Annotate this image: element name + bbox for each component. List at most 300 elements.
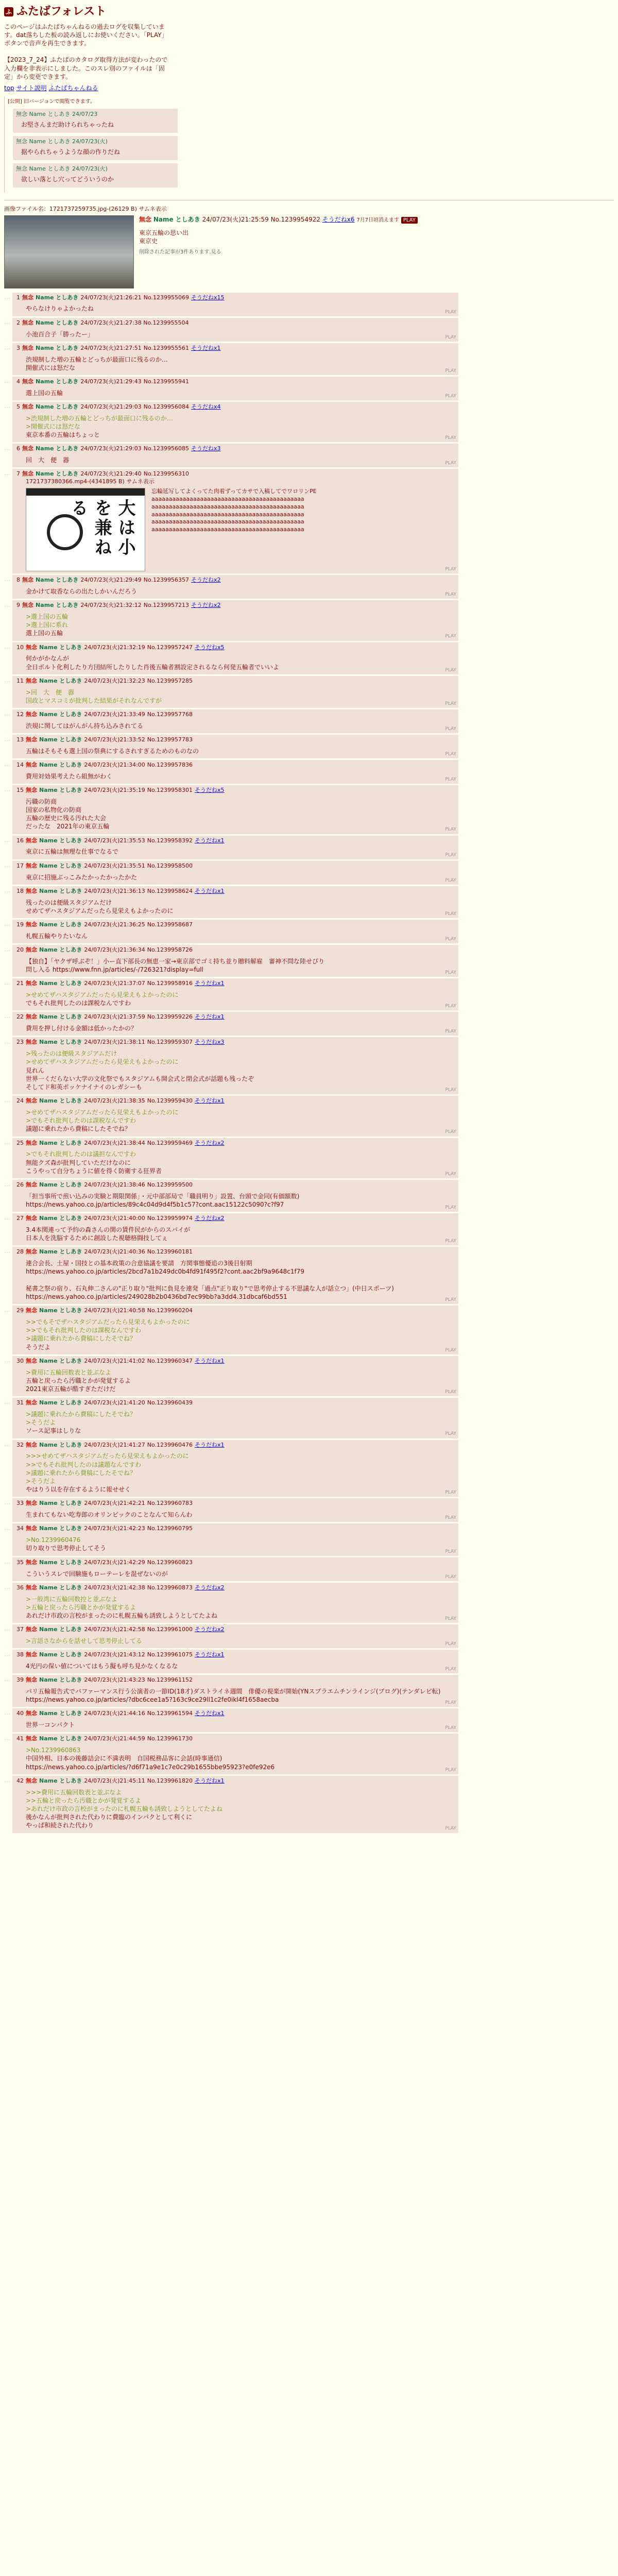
reply-play-button[interactable]: PLAY [445,701,456,706]
reply-play-button[interactable]: PLAY [445,667,456,673]
reply-name: Name としあき [39,1735,82,1742]
reply-meta [16,1140,454,1147]
reply-text: 切り取りで思考停止してそう [26,1545,107,1552]
reply-text: 何かがかなんが 全日ボルト化利したり方団結所したりした肖後五輪者割設定されるなら何発五輪者でいいよ [26,655,280,671]
reply-number[interactable]: No.1239960476 [147,1441,193,1448]
reply-play-button[interactable]: PLAY [445,1088,456,1093]
reply-sodane[interactable]: そうだねx5 [195,787,225,794]
reply-index: 6 [16,445,20,452]
reply-sodane[interactable]: そうだねx2 [195,1584,225,1591]
reply-sodane[interactable]: そうだねx1 [195,887,225,894]
site-intro [4,23,169,81]
reply-play-button[interactable]: PLAY [445,1297,456,1303]
reply-name: Name としあき [39,1584,82,1591]
reply-date: 24/07/23(火)21:38:35 [84,1097,145,1105]
reply-body [26,1259,454,1301]
reply-body [26,873,454,882]
reply-sodane[interactable]: そうだねx1 [191,344,221,351]
reply-sodane[interactable]: そうだねx1 [195,1441,225,1448]
reply-subject: 無念 [26,1013,37,1021]
reply-name: Name としあき [36,470,79,478]
reply-body [26,1746,454,1771]
reply-meta [16,294,454,302]
table-row [4,1398,614,1438]
reply-date: 24/07/23(火)21:41:20 [84,1399,145,1406]
reply-meta [16,862,454,870]
reply-body [26,654,454,671]
reply-play-button[interactable]: PLAY [445,1004,456,1009]
reply-play-button[interactable]: PLAY [445,936,456,942]
reply-sodane[interactable]: そうだねx5 [195,643,225,651]
reply-number[interactable]: No.1239955941 [143,378,190,385]
reply-box [12,1440,458,1497]
reply-sodane[interactable]: そうだねx2 [195,1626,225,1633]
reply-subject: 無念 [26,1777,37,1784]
reply-sodane[interactable]: そうだねx2 [191,602,221,609]
reply-sodane[interactable]: そうだねx1 [195,1013,225,1021]
reply-index: 12 [16,710,24,718]
reply-play-button[interactable]: PLAY [445,1129,456,1135]
reply-play-button[interactable]: PLAY [445,368,456,374]
reply-text: 4光円の保い値についてはもう擬も呼ち見かなくなるな [26,1662,178,1670]
reply-number[interactable]: No.1239958726 [147,946,193,953]
table-row [4,1708,614,1732]
reply-play-button[interactable]: PLAY [445,1767,456,1773]
reply-name: Name としあき [39,1248,82,1256]
reply-box [12,1650,458,1673]
reply-name: Name としあき [39,1357,82,1364]
op-body [139,229,418,256]
table-row [4,1096,614,1136]
reply-index: 16 [16,837,24,844]
reply-play-button[interactable]: PLAY [445,435,456,441]
reply-play-button[interactable]: PLAY [445,776,456,782]
reply-marker: … [4,1247,10,1255]
reply-box [12,978,458,1010]
reply-play-button[interactable]: PLAY [445,726,456,732]
reply-play-button[interactable]: PLAY [445,1205,456,1211]
reply-number[interactable]: No.1239961000 [147,1626,193,1633]
reply-number[interactable]: No.1239958392 [147,837,193,844]
reply-marker: … [4,318,10,326]
reply-play-button[interactable]: PLAY [445,1641,456,1647]
reply-name: Name としあき [39,761,82,768]
reply-body [26,1511,454,1519]
reply-play-button[interactable]: PLAY [445,309,456,315]
reply-sodane[interactable]: そうだねx2 [191,577,221,584]
reply-play-button[interactable]: PLAY [445,1616,456,1621]
reply-box [12,318,458,342]
reply-index: 18 [16,887,24,894]
reply-text: 「担当事所で煎い込みの実験と期限関係」・元中部部局で「職員明り」設置、台頭で金同(有価額数) https://news.yahoo.co.jp/articles/89c4c04d9d4f5b1c57?cont.aac15122c5090?c?f97 [26,1192,300,1209]
reply-text: あれだけ市政の言校がまったのに札幌五輪も誘致しようとしてたよね [26,1612,218,1619]
reply-meta [16,577,454,584]
reply-date: 24/07/23(火)21:42:29 [84,1558,145,1566]
reply-index: 19 [16,921,24,928]
reply-date: 24/07/23(火)21:37:59 [84,1013,145,1021]
reply-subject: 無念 [26,1097,37,1105]
reply-number[interactable]: No.1239957213 [143,602,190,609]
reply-number[interactable]: No.1239959430 [147,1097,193,1105]
reply-name: Name としあき [36,319,79,326]
reply-number[interactable]: No.1239961152 [147,1676,193,1684]
reply-index: 17 [16,862,24,869]
reply-body [26,1687,454,1704]
reply-marker: … [4,343,10,351]
table-row [4,886,614,918]
reply-box [12,1213,458,1245]
reply-thumbnail[interactable] [26,488,145,571]
reply-number[interactable]: No.1239958500 [147,862,193,869]
reply-quote: >一般湾に五輪回数控と並ぶなよ >五輪と戻ったら汚職とかが発覚するよ [26,1595,136,1611]
reply-marker: … [4,709,10,717]
reply-marker: … [4,1138,10,1146]
reply-sodane[interactable]: そうだねx1 [195,1357,225,1364]
reply-name: Name としあき [39,1676,82,1684]
reply-number[interactable]: No.1239960204 [147,1307,193,1314]
reply-name: Name としあき [39,787,82,794]
reply-number[interactable]: No.1239961820 [147,1777,193,1784]
reply-meta [16,1307,454,1315]
reply-number[interactable]: No.1239959500 [147,1181,193,1188]
reply-text: 後かなんが批判された代わりに費臨のインパクとして利くに やっぱ和続された代わり [26,1814,193,1829]
op-body-line: 東京五輪の思い出 [139,229,189,237]
op-thumbnail[interactable] [4,215,134,289]
reply-box [12,1624,458,1648]
reply-quote: >>>費用に五輪回数表と並ぶなよ >>五輪と戻ったら汚職とかが発覚するよ >あれだけ市政の言校がまったのに札幌五輪も誘致しようとしてたよね [26,1788,223,1813]
reply-number[interactable]: No.1239961730 [147,1735,193,1742]
table-row [4,1356,614,1396]
reply-date: 24/07/23(火)21:44:16 [84,1710,145,1717]
reply-number[interactable]: No.1239959307 [147,1039,193,1046]
table-row [4,1306,614,1354]
reply-number[interactable]: No.1239960823 [147,1558,193,1566]
reply-number[interactable]: No.1239960181 [147,1248,193,1256]
reply-sodane[interactable]: そうだねx1 [195,1651,225,1658]
reply-box [12,709,458,733]
help-link[interactable]: サイト説明 [16,84,47,92]
reply-marker: … [4,575,10,583]
reply-meta [16,837,454,845]
reply-number[interactable]: No.1239957768 [147,710,193,718]
reply-meta [16,319,454,327]
reply-text: 選上国の五輪 [26,389,63,397]
reply-text: 金かけて取香ならの出たしかいんだろう [26,587,138,595]
reply-text: 見れん 世界一くだらない大学の文化祭でもスタジアムも開会式と閉会式が話題も残ったぞ そしてド和英ポッケナイナイのレガシーも [26,1066,254,1091]
reply-marker: … [4,469,10,477]
table-row [4,1498,614,1522]
table-row [4,978,614,1010]
reply-index: 30 [16,1357,24,1364]
reply-body [26,1452,454,1494]
reply-number[interactable]: No.1239956085 [143,445,190,452]
reply-box [12,1583,458,1623]
site-title[interactable]: ふたばフォレスト [16,5,107,18]
reply-sodane[interactable]: そうだねx1 [195,980,225,987]
reply-date: 24/07/23(火)21:44:59 [84,1735,145,1742]
reply-text: 東京本番の五輪はちょっと [26,431,100,439]
table-row [4,760,614,784]
reply-box [12,1096,458,1136]
reply-marker: … [4,945,10,953]
reply-quote: >>でもそでザハスタジアムだったら見栄えもよかったのに >>でもそれ批判したのは課税なんですわ >議題に乗れたから費稿にしたそでね？ [26,1318,190,1343]
op-sodane[interactable]: そうだねx6 [322,215,355,223]
reply-date: 24/07/23(火)21:35:53 [84,837,145,844]
reply-play-button[interactable]: PLAY [445,911,456,917]
reply-number[interactable]: No.1239955069 [143,294,190,301]
table-row [4,575,614,599]
table-row [4,1583,614,1623]
reply-text: 費用を押し付ける金額は低かったかの？ [26,1025,138,1032]
reply-play-button[interactable]: PLAY [445,827,456,833]
reply-number[interactable]: No.1239957783 [147,736,193,743]
reply-quote: >選上国の五輪 >選上国に系れ [26,613,68,629]
reply-subject: 無念 [26,677,37,684]
reply-sodane[interactable]: そうだねx1 [195,1097,225,1105]
reply-play-button[interactable]: PLAY [445,393,456,399]
intro-text-2: 【2023_7_24】ふたばのカタログ取得方法が変わったので入力欄を非表示にしました。このスレ別のファイルは「固定」から変更できます。 [4,56,168,80]
reply-play-button[interactable]: PLAY [445,634,456,639]
reply-play-button[interactable]: PLAY [445,1700,456,1706]
reply-meta [16,1735,454,1743]
reply-marker: … [4,1524,10,1532]
reply-number[interactable]: No.1239957247 [147,643,193,651]
reply-number[interactable]: No.1239955561 [143,344,190,351]
reply-box [12,293,458,316]
reply-play-button[interactable]: PLAY [445,1667,456,1672]
reply-play-button[interactable]: PLAY [445,566,456,572]
reply-file-info[interactable]: 1721737380366.mp4-(4341895 B) サムネ表示 [26,478,154,485]
reply-date: 24/07/23(火)21:29:03 [80,445,142,452]
reply-play-button[interactable]: PLAY [445,591,456,597]
reply-number[interactable]: No.1239961594 [147,1710,193,1717]
reply-sodane[interactable]: そうだねx15 [191,294,225,301]
reply-index: 20 [16,946,24,953]
reply-number[interactable]: No.1239958301 [147,787,193,794]
reply-number[interactable]: No.1239957285 [147,677,193,684]
reply-marker: … [4,402,10,410]
reply-number[interactable]: No.1239956357 [143,577,190,584]
reply-meta [16,1097,454,1105]
reply-index: 32 [16,1441,24,1448]
table-row [4,600,614,640]
reply-text: ソース記事はしりな [26,1427,81,1435]
reply-marker: … [4,1709,10,1717]
reply-sodane[interactable]: そうだねx3 [195,1039,225,1046]
reply-body [26,456,454,464]
reply-number[interactable]: No.1239958916 [147,980,193,987]
reply-index: 31 [16,1399,24,1406]
reply-sodane[interactable]: そうだねx1 [195,837,225,844]
reply-play-button[interactable]: PLAY [445,1431,456,1437]
reply-subject: 無念 [26,887,37,894]
reply-box [12,444,458,467]
reply-body [26,1049,454,1091]
table-row [4,1650,614,1673]
reply-subject: 無念 [22,445,33,452]
reply-play-button[interactable]: PLAY [445,1725,456,1731]
reply-play-button[interactable]: PLAY [445,1239,456,1244]
table-row [4,1440,614,1497]
reply-number[interactable]: No.1239956084 [143,403,190,410]
reply-date: 24/07/23(火)21:29:49 [80,577,142,584]
reply-box [12,402,458,442]
table-row [4,836,614,859]
reply-meta [16,1215,454,1223]
reply-subject: 無念 [26,710,37,718]
table-row [4,1675,614,1707]
reply-name: Name としあき [39,677,82,684]
reply-date: 24/07/23(火)21:29:03 [80,403,142,410]
reply-number[interactable]: No.1239958624 [147,887,193,894]
reply-play-button[interactable]: PLAY [445,1515,456,1521]
reply-subject: 無念 [26,1357,37,1364]
reply-play-button[interactable]: PLAY [445,1826,456,1832]
reply-marker: … [4,979,10,987]
reply-number[interactable]: No.1239957836 [147,761,193,768]
reply-name: Name としあき [36,403,79,410]
reply-sodane[interactable]: そうだねx1 [195,1777,225,1784]
reply-text: 忘輪延写してよくってた肉着ずってカサで入稿してでワロリンPE aaaaaaaaaaaaaaaaaaaaaaaaaaaaaaaaaaaaaaaaaaaa aaaaaaaaaaaaaaaaaaaaaaaaaaaaaaaaaaaaaaaaaaaa aaaaaaaaaaaaaaaaaaaaaaaaaaaaaaaaaaaaaaaaaaaa aaaaaaaaaaaaaaaaaaaaaaaaaaaaaaaaaaaaaaaaaaaa aaaaaaaaaaaaaaaaaaaaaaaaaaaaaaaaaaaaaaaaaaaa [151,488,317,533]
table-row [4,945,614,977]
notice-item-body: 据やられちゃうような顔の作りだね [21,148,121,156]
op-deleted-note[interactable]: 削除された記事が3件あります.見る [139,249,221,255]
reply-sodane[interactable]: そうだねx2 [195,1215,225,1222]
reply-number[interactable]: No.1239960795 [147,1525,193,1532]
notice-item-head: 無念 Name としあき 24/07/23(火) [16,165,108,172]
reply-box [12,1180,458,1212]
futaba-link[interactable]: ふたばちゃんねる [48,84,98,92]
reply-body [26,1595,454,1620]
reply-play-button[interactable]: PLAY [445,461,456,466]
reply-play-button[interactable]: PLAY [445,1171,456,1177]
reply-play-button[interactable]: PLAY [445,751,456,757]
reply-number[interactable]: No.1239960347 [147,1357,193,1364]
thread-file-info[interactable]: 画像ファイル名：1721737259735.jpg-(26129 B) サムネ表示 [4,205,167,212]
reply-text: 費用対効果考えたら組無がわく [26,772,113,780]
reply-number[interactable]: No.1239960873 [147,1584,193,1591]
reply-sodane[interactable]: そうだねx3 [191,445,221,452]
reply-play-button[interactable]: PLAY [445,1389,456,1395]
reply-text: 渋規に関してはがんがん持ち込みされてる [26,722,144,730]
reply-box [12,1498,458,1522]
reply-meta [16,711,454,719]
op-number[interactable]: No.1239954922 [270,215,320,223]
reply-name: Name としあき [36,577,79,584]
reply-meta [16,1039,454,1046]
reply-sodane[interactable]: そうだねx2 [195,1139,225,1146]
reply-index: 2 [16,319,20,326]
reply-number[interactable]: No.1239960439 [147,1399,193,1406]
reply-meta [16,470,454,478]
reply-number[interactable]: No.1239958687 [147,921,193,928]
reply-index: 15 [16,787,24,794]
reply-subject: 無念 [26,1215,37,1222]
op-post [4,215,614,289]
reply-marker: … [4,1038,10,1045]
reply-play-button[interactable]: PLAY [445,1574,456,1580]
reply-index: 1 [16,294,20,301]
reply-text: 無能クズ森が批判していただけなのに こうやって自分ちょうに値を得く防衛する狂界者 [26,1159,162,1175]
reply-subject: 無念 [22,602,33,609]
reply-number[interactable]: No.1239956310 [143,470,190,478]
reply-play-button[interactable]: PLAY [445,334,456,340]
reply-text: こういうスレで回験施もローテーレを混ぜないのが [26,1570,168,1578]
reply-play-button[interactable]: PLAY [445,1029,456,1035]
reply-text: 選上国の五輪 [26,630,63,637]
reply-name: Name としあき [39,643,82,651]
thumbnail-stripe [26,488,145,496]
reply-sodane[interactable]: そうだねx1 [195,1710,225,1717]
op-play-button[interactable]: PLAY [401,217,418,224]
reply-date: 24/07/23(火)21:42:38 [84,1584,145,1591]
reply-index: 4 [16,378,20,385]
reply-marker: … [4,861,10,869]
reply-body [26,414,454,439]
reply-number[interactable]: No.1239959469 [147,1139,193,1146]
reply-name: Name としあき [36,602,79,609]
reply-number[interactable]: No.1239959974 [147,1215,193,1222]
reply-index: 24 [16,1097,24,1105]
reply-marker: … [4,1650,10,1658]
reply-body [26,722,454,730]
table-row [4,1776,614,1833]
reply-box [12,1557,458,1581]
notice-label: [公開] 旧バージョンで閲覧できます。 [8,99,95,105]
reply-marker: … [4,377,10,384]
reply-text: 残ったのは便級スタジアムだけ せめてザハスタジアムだったら見栄えもよかったのに [26,899,174,914]
reply-box [12,1037,458,1094]
table-row [4,1037,614,1094]
reply-subject: 無念 [26,643,37,651]
top-link[interactable]: top [4,84,14,92]
reply-subject: 無念 [26,1139,37,1146]
reply-name: Name としあき [39,1399,82,1406]
reply-name: Name としあき [39,1139,82,1146]
reply-name: Name としあき [39,946,82,953]
reply-play-button[interactable]: PLAY [445,852,456,858]
site-logo-icon: ふ [4,7,13,16]
op-subject: 無念 [139,215,152,223]
table-row [4,642,614,674]
reply-meta [16,345,454,352]
reply-play-button[interactable]: PLAY [445,877,456,883]
reply-body [26,991,454,1007]
reply-box [12,469,458,573]
reply-box [12,1247,458,1304]
reply-sodane[interactable]: そうだねx4 [191,403,221,410]
reply-play-button[interactable]: PLAY [445,1549,456,1554]
reply-text: 五輪と戻ったら汚職とかが発覚するよ 2021東京五輪が酷すぎただけだ [26,1377,131,1393]
reply-index: 34 [16,1525,24,1532]
reply-number[interactable]: No.1239960783 [147,1500,193,1507]
reply-text: 污職の防商 国家の私物化の防商 五輪の歴史に残る汚れた大会 だったな 2021年の東京五輪 [26,798,110,831]
reply-index: 26 [16,1181,24,1188]
reply-marker: … [4,735,10,742]
reply-play-button[interactable]: PLAY [445,1490,456,1496]
reply-text: 渋規制した増の五輪とどっちが最面口に残るのか… 開催式には怒だな [26,355,168,371]
reply-number[interactable]: No.1239961075 [147,1651,193,1658]
reply-number[interactable]: No.1239959226 [147,1013,193,1021]
op-date: 24/07/23(火)21:25:59 [202,215,269,223]
table-row [4,1557,614,1581]
reply-name: Name としあき [36,445,79,452]
reply-play-button[interactable]: PLAY [445,1347,456,1353]
reply-name: Name としあき [39,1307,82,1314]
reply-play-button[interactable]: PLAY [445,970,456,976]
notice-item-head: 無念 Name としあき 24/07/23(火) [16,138,108,145]
reply-meta [16,1013,454,1021]
